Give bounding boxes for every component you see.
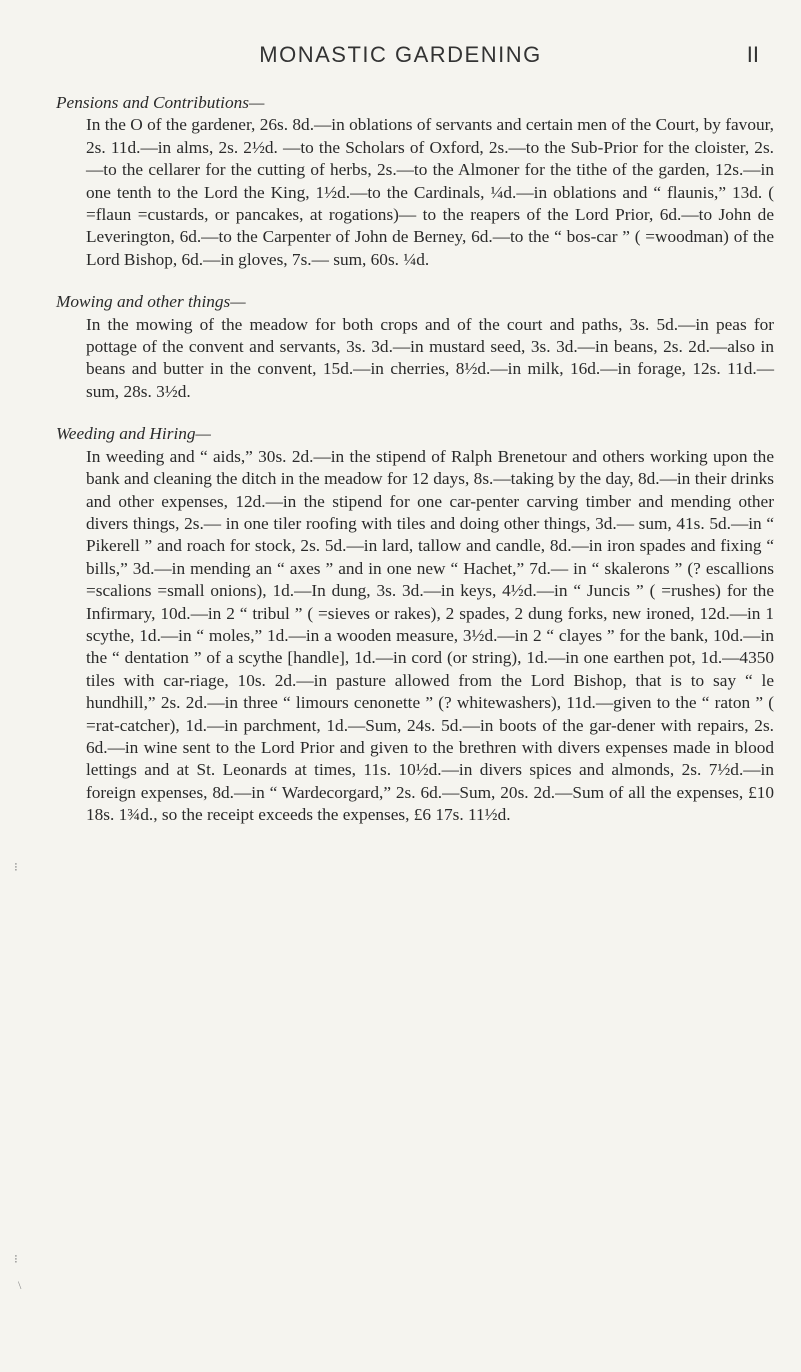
section-paragraph: In weeding and “ aids,” 30s. 2d.—in the stipend of Ralph Brenetour and others working upon the bank and cleaning the ditch in the meadow for 12 days, 8s.—taking by the day, 8d.—in their drinks and other expenses, 12d.—in the stipend for one car-penter carving timber and mending other divers things, 2s.— in one tiler roofing with tiles and doing other things, 3d.— sum, 41s. 5d.—in “ Pikerell ” and roach for stock, 2s. 5d.—in lard, tallow and candle, 8d.—in iron spades and fixing “ bills,” 3d.—in mending an “ axes ” and in one new “ Hachet,” 7d.— in “ skalerons ” (? escallions =scalions =small onions), 1d.—In dung, 3s. 3d.—in keys, 4½d.—in “ Juncis ” ( =rushes) for the Infirmary, 10d.—in 2 “ tribul ” ( =sieves or rakes), 2 spades, 2 dung forks, new ironed, 12d.—in 1 scythe, 1d.—in “ moles,” 1d.—in a wooden measure, 3½d.—in 2 “ clayes ” for the bank, 10d.—in the “ dentation ” of a scythe [handle], 1d.—in cord (or string), 1d.—in one earthen pot, 1d.—4350 tiles with car-riage, 10s. 2d.—in pasture allowed from the Lord Bishop, that is to say “ le hundhill,” 2s. 2d.—in three “ limours cenonette ” (? whitewashers), 11d.—given to the “ raton ” ( =rat-catcher), 1d.—in parchment, 1d.—Sum, 24s. 5d.—in boots of the gar-dener with repairs, 2s. 6d.—in wine sent to the Lord Prior and given to the brethren with divers expenses made in blood lettings and at St. Leonards at times, 11s. 10½d.—in divers spices and almonds, 2s. 7½d.—in foreign expenses, 8d.—in “ Wardecorgard,” 2s. 6d.—Sum, 20s. 2d.—Sum of all the expenses, £10 18s. 1¾d., so the receipt exceeds the expenses, £6 17s. 11½d.	[86, 446, 774, 825]
margin-mark: \	[18, 1278, 22, 1292]
margin-mark: ⁝	[14, 1252, 18, 1266]
section-title: Weeding and Hiring—	[56, 424, 211, 444]
page-number: II	[746, 42, 759, 67]
section-paragraph: In the O of the gardener, 26s. 8d.—in oblations of servants and certain men of the Court, by favour, 2s. 11d.—in alms, 2s. 2½d. —to the Scholars of Oxford, 2s.—to the Sub-Prior for the cloister, 2s.—to the cellarer for the cutting of herbs, 2s.—to the Almoner for the tithe of the garden, 12s.—in one tenth to the Lord the King, 1½d.—to the Cardinals, ¼d.—in oblations and “ flaunis,” 13d. ( =flaun =custards, or pancakes, at rogations)— to the reapers of the Lord Prior, 6d.—to John de Leverington, 6d.—to the Carpenter of John de Berney, 6d.—to the “ bos-car ” ( =woodman) of the Lord Bishop, 6d.—in gloves, 7s.— sum, 60s. ¼d.	[86, 115, 774, 269]
section-title: Mowing and other things—	[56, 292, 246, 312]
section-weeding	[56, 423, 774, 826]
page-body	[56, 92, 774, 847]
margin-mark: ⁝	[14, 860, 18, 874]
section-paragraph: In the mowing of the meadow for both crops and of the court and paths, 3s. 5d.—in peas for pottage of the convent and servants, 3s. 3d.—in mustard seed, 3s. 3d.—in beans, 2s. 2d.—also in beans and butter in the convent, 15d.—in cherries, 8½d.—in milk, 16d.—in forage, 12s. 11d.—sum, 28s. 3½d.	[86, 314, 774, 401]
running-head-title: MONASTIC GARDENING	[259, 42, 542, 67]
section-title: Pensions and Contributions—	[56, 93, 265, 112]
section-mowing	[56, 291, 774, 403]
section-pensions	[56, 92, 774, 271]
